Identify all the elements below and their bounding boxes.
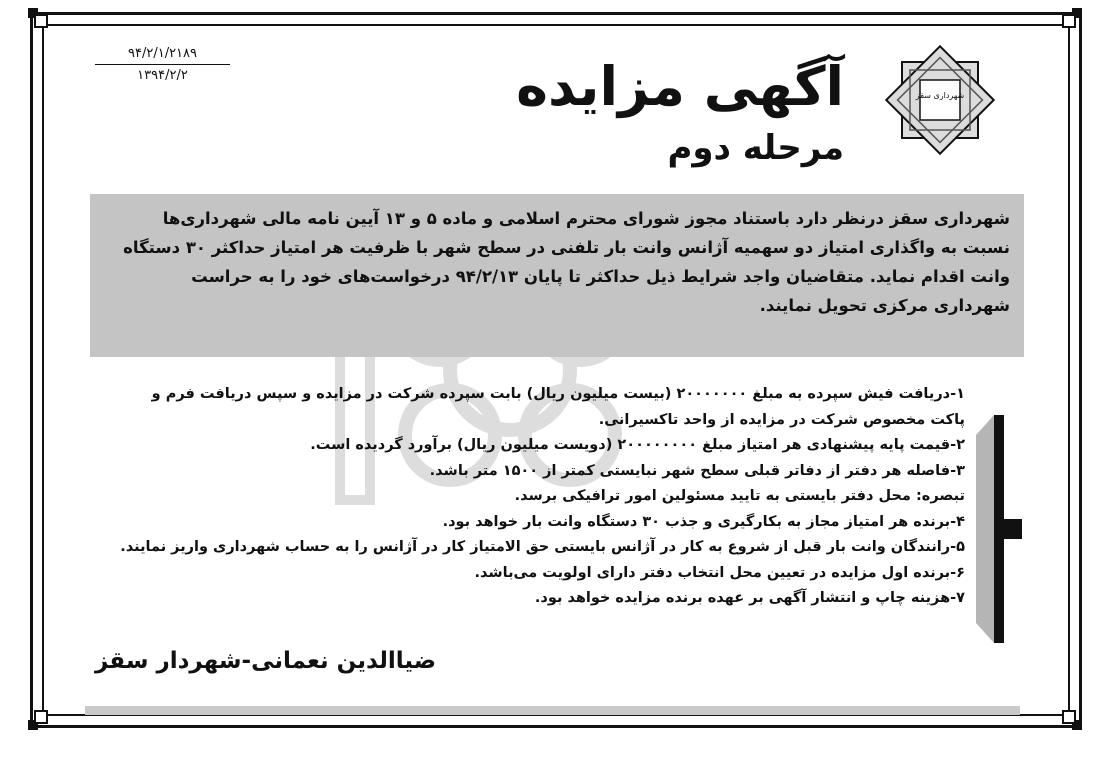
intro-line: شهرداری مرکزی تحویل نمایند. (759, 296, 1010, 315)
reference-number: ۹۴/۲/۱/۲۱۸۹ (128, 46, 197, 61)
reference-block (95, 46, 230, 83)
corner-ornament-bottom-left (28, 708, 50, 730)
page-title: آگهی مزایده (516, 55, 844, 118)
corner-ornament-bottom-right (1060, 708, 1082, 730)
corner-ornament-top-right (1060, 8, 1082, 30)
intro-paragraph (90, 194, 1024, 357)
signature: ضیاالدین نعمانی-شهردار سقز (95, 648, 437, 674)
logo-caption: شهرداری سقز (915, 91, 965, 100)
intro-line: شهرداری سقز درنظر دارد باستناد مجوز شورای محترم اسلامی و ماده ۵ و ۱۳ آیین نامه مالی شهرداری‌ها (162, 209, 1010, 228)
bottom-decorative-bar (85, 706, 1020, 715)
intro-line: وانت اقدام نماید. متقاضیان واجد شرایط ذیل حداکثر تا پایان ۹۴/۲/۱۳ درخواست‌های خود را به حراست (191, 267, 1010, 286)
condition-item: پاکت مخصوص شرکت در مزایده از واحد تاکسیرانی. (598, 411, 965, 428)
intro-line: نسبت به واگذاری امتیاز دو سهمیه آژانس وانت بار تلفنی در سطح شهر با ظرفیت هر امتیاز حداکثر ۳۰ دستگاه (123, 238, 1010, 257)
reference-date: ۱۳۹۴/۲/۲ (137, 68, 188, 83)
condition-item: ۳-فاصله هر دفتر از دفاتر قبلی سطح شهر نبایستی کمتر از ۱۵۰۰ متر باشد. (429, 462, 965, 479)
condition-item: ۱-دریافت فیش سپرده به مبلغ ۲۰۰۰۰۰۰۰ (بیست میلیون ریال) بابت سپرده شرکت در مزایده و سپس دریافت فرم و (151, 386, 965, 402)
conditions-list (95, 382, 965, 612)
condition-item: ۷-هزینه چاپ و انتشار آگهی بر عهده برنده مزایده خواهد بود. (534, 590, 965, 606)
condition-item: ۵-رانندگان وانت بار قبل از شروع به کار در آژانس بایستی حق الامتیاز کار در آژانس را به حساب شهرداری واریز نمایند. (120, 539, 965, 555)
condition-item: ۴-برنده هر امتیاز مجاز به بکارگیری و جذب ۳۰ دستگاه وانت بار خواهد بود. (442, 513, 965, 530)
condition-item: ۲-قیمت پایه پیشنهادی هر امتیاز مبلغ ۲۰۰۰۰۰۰۰۰ (دویست میلیون ریال) برآورد گردیده است. (310, 437, 965, 453)
corner-ornament-top-left (28, 8, 50, 30)
condition-note: تبصره: محل دفتر بایستی به تایید مسئولین امور ترافیکی برسد. (514, 488, 965, 504)
page-subtitle: مرحله دوم (667, 128, 844, 168)
condition-item: ۶-برنده اول مزایده در تعیین محل انتخاب دفتر دارای اولویت می‌باشد. (474, 564, 965, 581)
municipality-logo-icon (880, 40, 1000, 160)
side-bracket-icon (976, 415, 1022, 643)
